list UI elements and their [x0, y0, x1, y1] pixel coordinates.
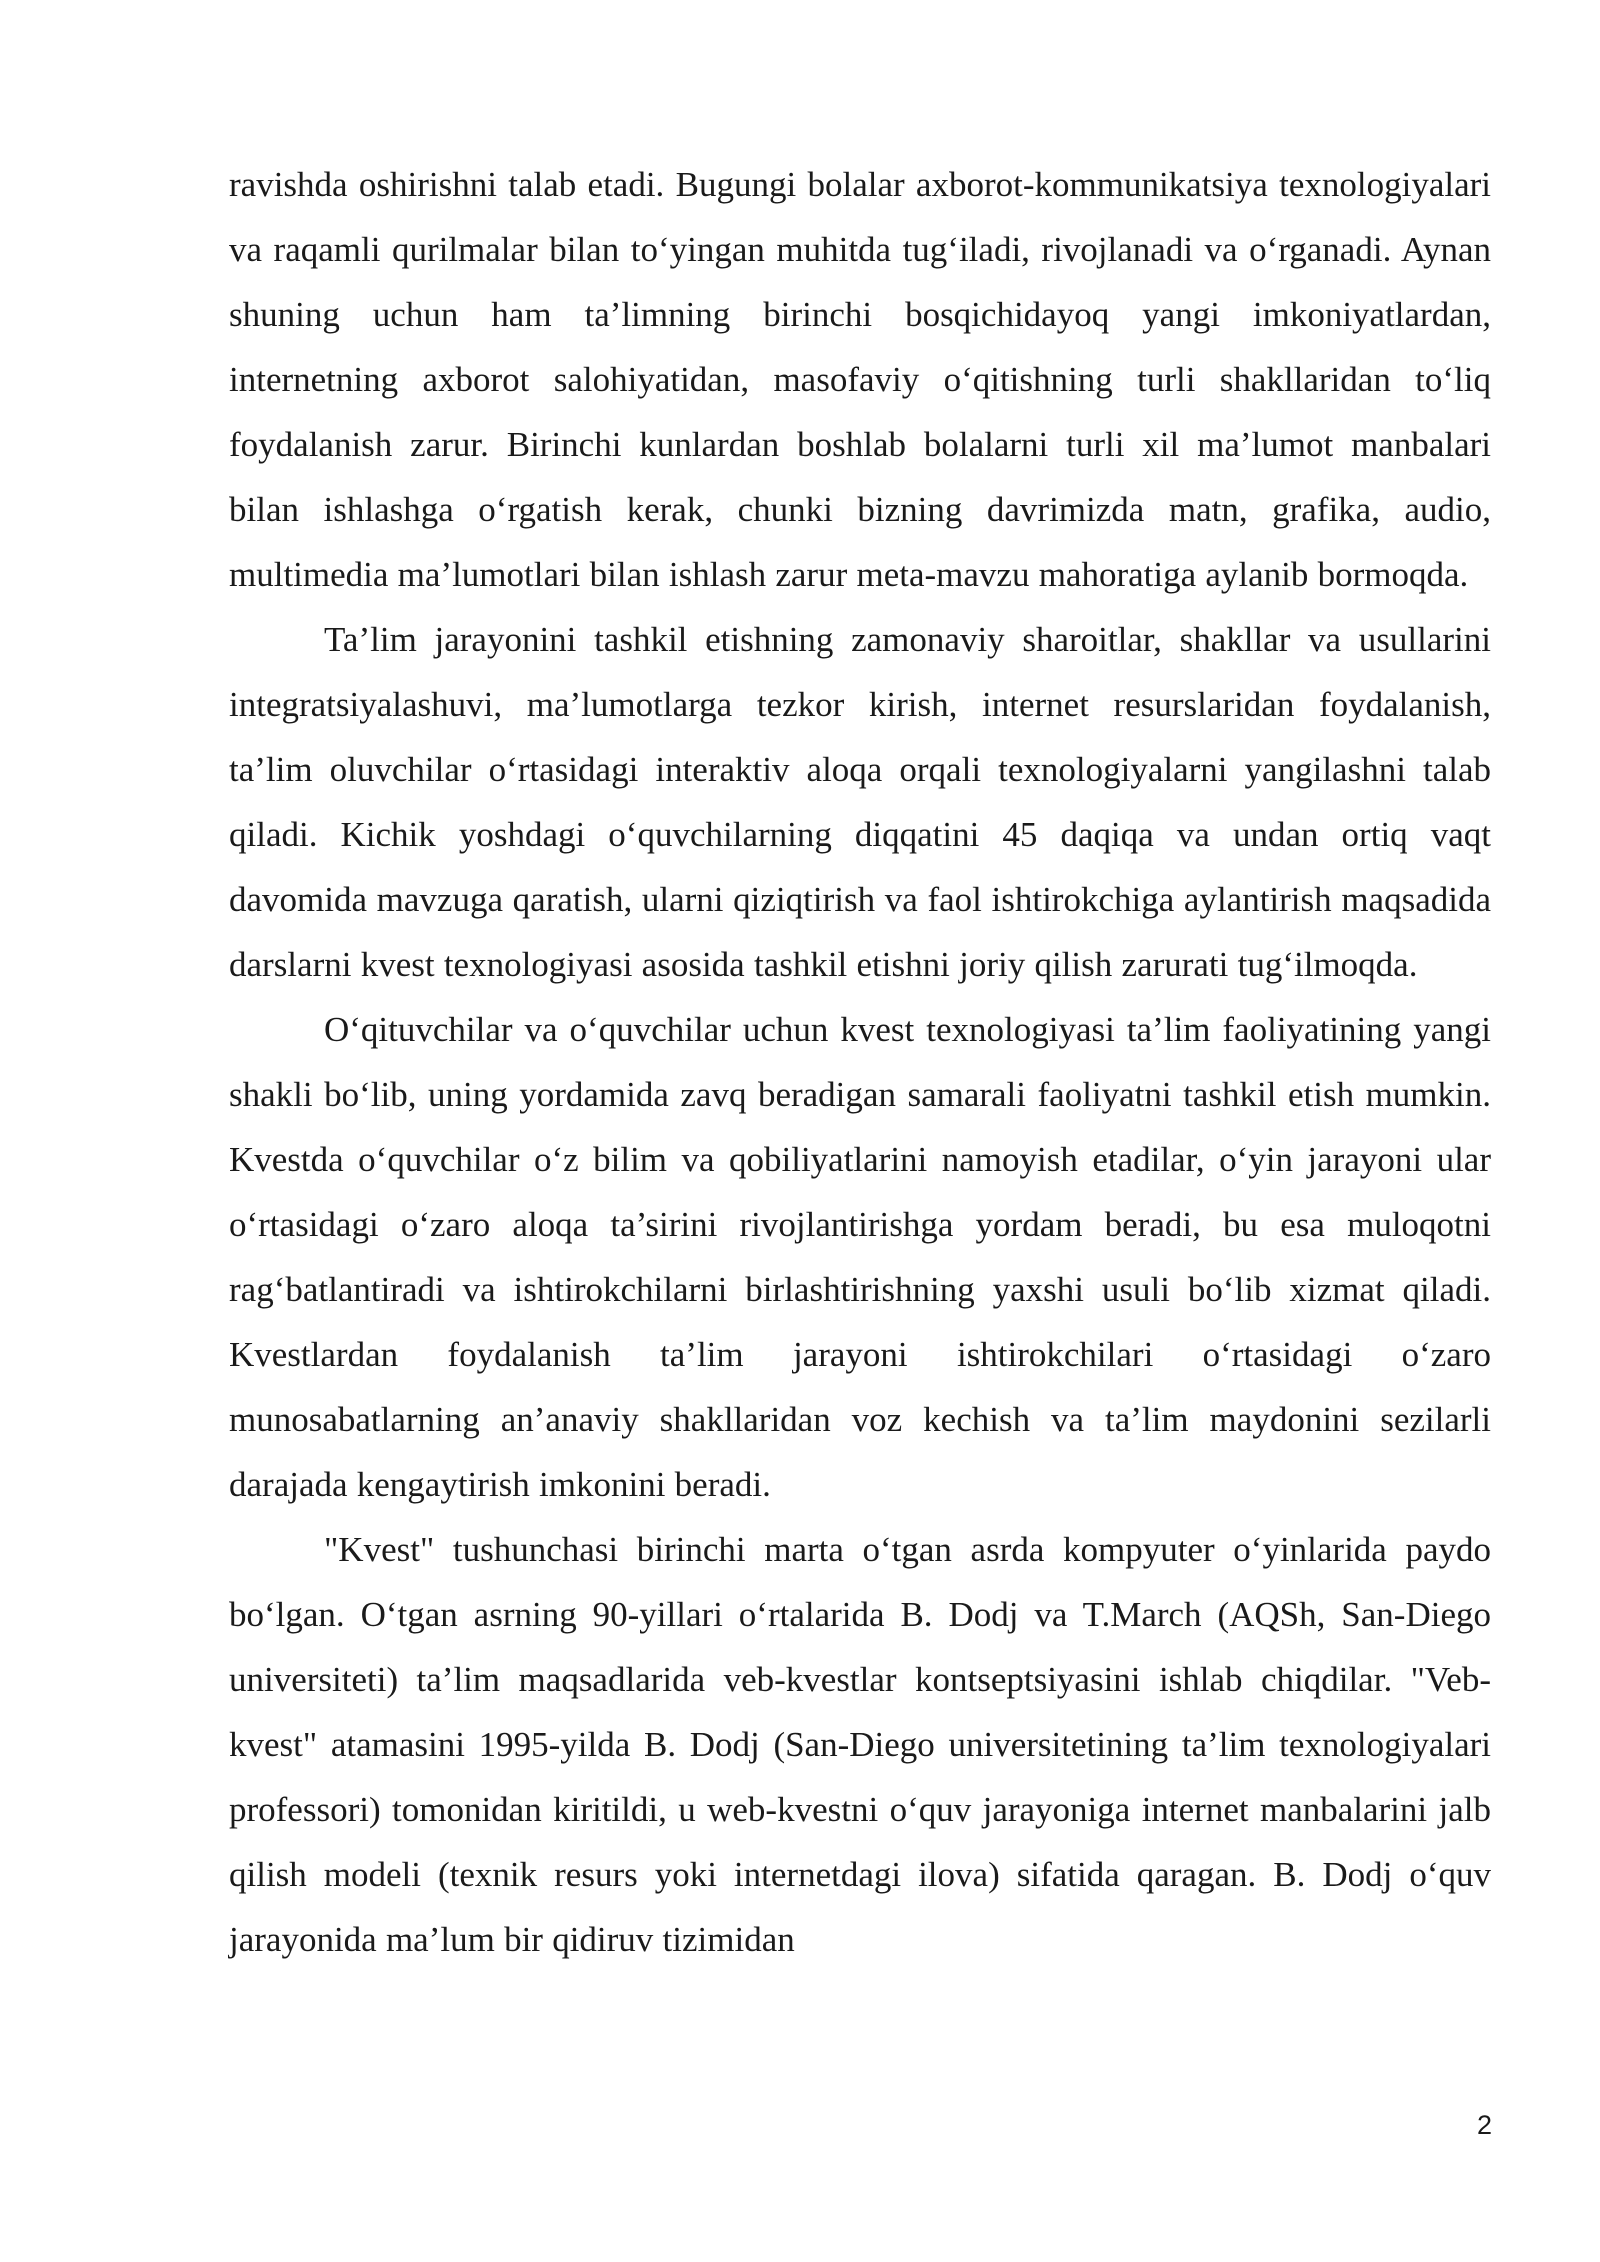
paragraph-1: ravishda oshirishni talab etadi. Bugungi bolalar axborot-kommunikatsiya texnologiyalari va raqamli qurilmalar bilan to‘yingan muhitda tug‘iladi, rivojlanadi va o‘rganadi. Aynan shuning uchun ham ta’limning birinchi bosqichidayoq yangi imkoniyatlardan, internetning axborot salohiyatidan, masofaviy o‘qitishning turli shakllaridan to‘liq foydalanish zarur. Birinchi kunlardan boshlab bolalarni turli xil ma’lumot manbalari bilan ishlashga o‘rgatish kerak, chunki bizning davrimizda matn, grafika, audio, multimedia ma’lumotlari bilan ishlash zarur meta-mavzu mahoratiga aylanib bormoqda.	[229, 165, 1491, 594]
body-text	[229, 152, 1491, 1972]
page-number: 2	[1476, 2110, 1492, 2140]
paragraph-2: Ta’lim jarayonini tashkil etishning zamonaviy sharoitlar, shakllar va usullarini integratsiyalashuvi, ma’lumotlarga tezkor kirish, internet resurslaridan foydalanish, ta’lim oluvchilar o‘rtasidagi interaktiv aloqa orqali texnologiyalarni yangilashni talab qiladi. Kichik yoshdagi o‘quvchilarning diqqatini 45 daqiqa va undan ortiq vaqt davomida mavzuga qaratish, ularni qiziqtirish va faol ishtirokchiga aylantirish maqsadida darslarni kvest texnologiyasi asosida tashkil etishni joriy qilish zarurati tug‘ilmoqda.	[229, 620, 1491, 984]
paragraph-4: "Kvest" tushunchasi birinchi marta o‘tgan asrda kompyuter o‘yinlarida paydo bo‘lgan. O‘tgan asrning 90-yillari o‘rtalarida B. Dodj va T.March (AQSh, San-Diego universiteti) ta’lim maqsadlarida veb-kvestlar kontseptsiyasini ishlab chiqdilar. "Veb-kvest" atamasini 1995-yilda B. Dodj (San-Diego universitetining ta’lim texnologiyalari professori) tomonidan kiritildi, u web-kvestni o‘quv jarayoniga internet manbalarini jalb qilish modeli (texnik resurs yoki internetdagi ilova) sifatida qaragan. B. Dodj o‘quv jarayonida ma’lum bir qidiruv tizimidan	[229, 1530, 1491, 1959]
paragraph-3: O‘qituvchilar va o‘quvchilar uchun kvest texnologiyasi ta’lim faoliyatining yangi shakli bo‘lib, uning yordamida zavq beradigan samarali faoliyatni tashkil etish mumkin. Kvestda o‘quvchilar o‘z bilim va qobiliyatlarini namoyish etadilar, o‘yin jarayoni ular o‘rtasidagi o‘zaro aloqa ta’sirini rivojlantirishga yordam beradi, bu esa muloqotni rag‘batlantiradi va ishtirokchilarni birlashtirishning yaxshi usuli bo‘lib xizmat qiladi. Kvestlardan foydalanish ta’lim jarayoni ishtirokchilari o‘rtasidagi o‘zaro munosabatlarning an’anaviy shakllaridan voz kechish va ta’lim maydonini sezilarli darajada kengaytirish imkonini beradi.	[229, 1010, 1491, 1504]
